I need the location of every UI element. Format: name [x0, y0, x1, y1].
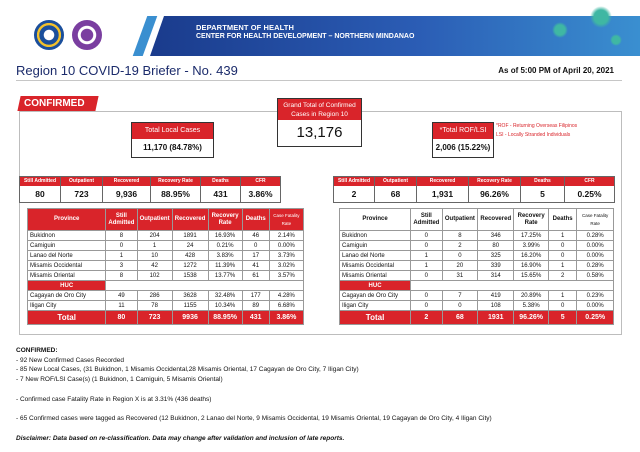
table-cell: 31	[442, 271, 478, 281]
table-cell: 8	[106, 271, 137, 281]
confirmed-tag-label: CONFIRMED	[24, 98, 85, 109]
row-label: Cagayan de Oro City	[340, 291, 411, 301]
grand-total-value: 13,176	[296, 124, 343, 141]
table-row	[28, 291, 304, 301]
table-row	[340, 251, 614, 261]
table-cell: 80	[106, 311, 137, 325]
column-header: Deaths	[242, 209, 269, 231]
note-line: - 85 New Local Cases, (31 Bukidnon, 1 Misamis Occidental,28 Misamis Oriental, 17 Cagayan de Oro City, 7 Iligan City)	[16, 366, 359, 374]
as-of-timestamp: As of 5:00 PM of April 20, 2021	[498, 66, 614, 75]
header-banner	[0, 0, 640, 58]
row-label: Misamis Oriental	[340, 271, 411, 281]
table-cell: 3.73%	[269, 251, 303, 261]
stat-value: 96.26%	[480, 189, 509, 199]
table-cell: 0	[106, 241, 137, 251]
note-line	[16, 404, 492, 414]
table-cell: 1	[548, 291, 576, 301]
row-label: Camiguin	[340, 241, 411, 251]
column-header-label: Case Fatality Rate	[273, 212, 300, 226]
table-cell: 13.77%	[208, 271, 242, 281]
table-cell: 0	[411, 301, 442, 311]
stat-cell	[241, 176, 281, 203]
column-header: Province	[28, 209, 106, 231]
table-cell: 0.00%	[577, 251, 614, 261]
virus-icon	[552, 22, 568, 38]
table-cell: 88.95%	[208, 311, 242, 325]
table-cell: 0	[442, 301, 478, 311]
stat-label: CFR	[241, 177, 280, 186]
table-cell: 15.65%	[514, 271, 549, 281]
column-header: Recovered	[172, 209, 208, 231]
stat-value: 68	[390, 189, 401, 199]
table-cell: 1	[411, 261, 442, 271]
table-cell: 2	[411, 311, 442, 325]
local-summary-strip	[19, 176, 281, 203]
virus-icon	[590, 6, 612, 28]
table-row	[340, 301, 614, 311]
stat-value: 88.95%	[161, 189, 190, 199]
table-cell: 16.93%	[208, 231, 242, 241]
stat-value: 3.86%	[248, 189, 273, 199]
stat-value: 5	[540, 189, 545, 199]
rof-lsi-box	[432, 122, 494, 158]
table-row	[340, 231, 614, 241]
table-cell: 346	[478, 231, 514, 241]
table-row	[340, 291, 614, 301]
notes-heading: CONFIRMED:	[16, 347, 58, 354]
stat-label: Still Admitted	[20, 177, 60, 186]
huc-filler	[411, 281, 614, 291]
table-row	[28, 261, 304, 271]
table-cell: 0.00%	[269, 241, 303, 251]
table-cell: 3.99%	[514, 241, 549, 251]
rof-lsi-table	[339, 208, 614, 325]
stat-cell	[375, 176, 417, 203]
column-header: Province	[340, 209, 411, 231]
table-cell: 10	[137, 251, 172, 261]
table-cell: 16.20%	[514, 251, 549, 261]
stat-value: 723	[74, 189, 89, 199]
note-line: - 92 New Confirmed Cases Recorded	[16, 356, 125, 364]
table-cell: 0.58%	[577, 271, 614, 281]
row-label: Camiguin	[28, 241, 106, 251]
row-label: Cagayan de Oro City	[28, 291, 106, 301]
huc-label: HUC	[340, 281, 411, 291]
rof-note-line: LSI - Locally Stranded Individuals	[496, 132, 571, 138]
rof-lsi-label: *Total ROF/LSI	[433, 123, 493, 139]
table-cell: 1931	[478, 311, 514, 325]
table-cell: 80	[478, 241, 514, 251]
stat-label: Recovered	[417, 177, 468, 186]
table-cell: 177	[242, 291, 269, 301]
table-cell: 0	[242, 241, 269, 251]
huc-divider-row	[340, 281, 614, 291]
table-cell: 204	[137, 231, 172, 241]
stat-value: 1,931	[431, 189, 454, 199]
table-cell: 5.38%	[514, 301, 549, 311]
stat-cell	[151, 176, 201, 203]
stat-cell	[333, 176, 375, 203]
row-label: Total	[340, 311, 411, 325]
table-cell: 0.28%	[577, 261, 614, 271]
table-cell: 0	[411, 291, 442, 301]
table-cell: 1155	[172, 301, 208, 311]
table-cell: 0	[548, 301, 576, 311]
table-cell: 0	[548, 251, 576, 261]
stat-label: Deaths	[521, 177, 564, 186]
table-cell: 11	[106, 301, 137, 311]
rof-summary-strip	[333, 176, 615, 203]
table-cell: 49	[106, 291, 137, 301]
huc-filler	[106, 281, 304, 291]
column-header: Outpatient	[137, 209, 172, 231]
table-cell: 1891	[172, 231, 208, 241]
row-label: Iligan City	[340, 301, 411, 311]
table-cell: 3	[106, 261, 137, 271]
table-cell: 8	[442, 231, 478, 241]
row-label: Iligan City	[28, 301, 106, 311]
table-cell: 46	[242, 231, 269, 241]
table-row	[28, 301, 304, 311]
table-cell: 42	[137, 261, 172, 271]
table-cell: 24	[172, 241, 208, 251]
table-row	[340, 271, 614, 281]
stat-value: 2	[351, 189, 357, 199]
row-label: Bukidnon	[28, 231, 106, 241]
stat-label: Recovered	[103, 177, 150, 186]
table-cell: 0.00%	[577, 241, 614, 251]
stat-label: Deaths	[201, 177, 240, 186]
table-cell: 3.02%	[269, 261, 303, 271]
local-cases-value: 11,170 (84.78%)	[143, 143, 202, 152]
stat-label: Still Admitted	[334, 177, 374, 186]
center-name: CENTER FOR HEALTH DEVELOPMENT – NORTHERN MINDANAO	[196, 33, 415, 40]
confirmed-tag	[17, 96, 98, 111]
grand-total-label: Grand Total of Confirmed Cases in Region 10	[278, 99, 361, 120]
table-cell: 61	[242, 271, 269, 281]
stat-label: Outpatient	[375, 177, 416, 186]
table-cell: 32.48%	[208, 291, 242, 301]
table-row	[28, 251, 304, 261]
table-cell: 7	[442, 291, 478, 301]
column-header: Deaths	[548, 209, 576, 231]
table-row	[340, 241, 614, 251]
table-cell: 3628	[172, 291, 208, 301]
department-name: DEPARTMENT OF HEALTH	[196, 23, 294, 32]
row-label: Bukidnon	[340, 231, 411, 241]
table-cell: 0	[411, 271, 442, 281]
huc-divider-row	[28, 281, 304, 291]
table-cell: 325	[478, 251, 514, 261]
stat-cell	[469, 176, 521, 203]
table-cell: 0.21%	[208, 241, 242, 251]
table-cell: 1538	[172, 271, 208, 281]
table-cell: 1	[548, 261, 576, 271]
rof-note-line: *ROF - Returning Overseas Filipinos	[496, 123, 578, 129]
stat-cell	[103, 176, 151, 203]
table-cell: 17	[242, 251, 269, 261]
row-label: Lanao del Norte	[28, 251, 106, 261]
table-cell: 1	[137, 241, 172, 251]
table-cell: 723	[137, 311, 172, 325]
table-cell: 108	[478, 301, 514, 311]
table-cell: 0	[548, 241, 576, 251]
note-line: - 7 New ROF/LSI Case(s) (1 Bukidnon, 1 Camiguin, 5 Misamis Oriental)	[16, 376, 223, 384]
chd-seal-logo	[72, 20, 102, 50]
table-cell: 314	[478, 271, 514, 281]
total-row	[28, 311, 304, 325]
table-row	[28, 241, 304, 251]
stat-label: Recovery Rate	[469, 177, 520, 186]
stat-value: 80	[35, 189, 45, 199]
column-header: Recovery Rate	[514, 209, 549, 231]
table-cell: 89	[242, 301, 269, 311]
table-cell: 20	[442, 261, 478, 271]
table-cell: 431	[242, 311, 269, 325]
table-cell: 17.25%	[514, 231, 549, 241]
table-cell: 3.86%	[269, 311, 303, 325]
column-header	[269, 209, 303, 231]
column-header	[577, 209, 614, 231]
table-cell: 0.28%	[577, 231, 614, 241]
virus-icon	[610, 34, 622, 46]
table-header-row	[28, 209, 304, 231]
local-cases-label: Total Local Cases	[132, 123, 213, 139]
stat-cell	[19, 176, 61, 203]
stat-cell	[201, 176, 241, 203]
table-cell: 0.23%	[577, 291, 614, 301]
stat-value: 9,936	[115, 189, 138, 199]
local-cases-box	[131, 122, 214, 158]
table-cell: 2	[548, 271, 576, 281]
doh-seal-logo	[34, 20, 64, 50]
divider	[16, 80, 622, 81]
table-cell: 6.68%	[269, 301, 303, 311]
table-cell: 339	[478, 261, 514, 271]
row-label: Misamis Occidental	[340, 261, 411, 271]
table-cell: 10.34%	[208, 301, 242, 311]
table-cell: 2.14%	[269, 231, 303, 241]
stat-cell	[521, 176, 565, 203]
table-cell: 419	[478, 291, 514, 301]
column-header: Still Admitted	[411, 209, 442, 231]
table-cell: 0	[411, 231, 442, 241]
column-header: Recovery Rate	[208, 209, 242, 231]
table-cell: 286	[137, 291, 172, 301]
table-cell: 0.25%	[577, 311, 614, 325]
page-title: Region 10 COVID-19 Briefer - No. 439	[16, 63, 238, 78]
table-cell: 1272	[172, 261, 208, 271]
rof-notes	[496, 122, 577, 140]
table-row	[28, 231, 304, 241]
column-header-label: Case Fatality Rate	[582, 212, 609, 226]
stat-label: Recovery Rate	[151, 177, 200, 186]
table-cell: 1	[548, 231, 576, 241]
table-header-row	[340, 209, 614, 231]
table-cell: 1	[411, 251, 442, 261]
note-line	[16, 385, 492, 395]
stat-value: 431	[213, 189, 228, 199]
table-cell: 11.39%	[208, 261, 242, 271]
table-cell: 0	[442, 251, 478, 261]
notes-section	[16, 346, 492, 424]
table-cell: 41	[242, 261, 269, 271]
stat-value: 0.25%	[577, 189, 602, 199]
table-row	[28, 271, 304, 281]
column-header: Outpatient	[442, 209, 478, 231]
column-header: Still Admitted	[106, 209, 137, 231]
table-cell: 4.28%	[269, 291, 303, 301]
column-header: Recovered	[478, 209, 514, 231]
table-cell: 1	[106, 251, 137, 261]
table-cell: 96.26%	[514, 311, 549, 325]
stat-cell	[565, 176, 615, 203]
table-cell: 5	[548, 311, 576, 325]
table-cell: 16.90%	[514, 261, 549, 271]
stat-label: CFR	[565, 177, 614, 186]
huc-label: HUC	[28, 281, 106, 291]
table-cell: 2	[442, 241, 478, 251]
table-cell: 68	[442, 311, 478, 325]
table-cell: 0.00%	[577, 301, 614, 311]
table-cell: 102	[137, 271, 172, 281]
stat-label: Outpatient	[61, 177, 102, 186]
table-cell: 9936	[172, 311, 208, 325]
disclaimer: Disclaimer: Data based on re-classification. Data may change after validation and inclusion of late reports.	[16, 435, 345, 442]
table-cell: 428	[172, 251, 208, 261]
table-cell: 3.83%	[208, 251, 242, 261]
note-line: - Confirmed case Fatality Rate in Region X is at 3.31% (436 deaths)	[16, 395, 212, 403]
row-label: Lanao del Norte	[340, 251, 411, 261]
table-cell: 8	[106, 231, 137, 241]
table-cell: 3.57%	[269, 271, 303, 281]
table-cell: 0	[411, 241, 442, 251]
total-row	[340, 311, 614, 325]
table-cell: 20.89%	[514, 291, 549, 301]
row-label: Misamis Oriental	[28, 271, 106, 281]
stat-cell	[61, 176, 103, 203]
stat-cell	[417, 176, 469, 203]
table-cell: 78	[137, 301, 172, 311]
row-label: Misamis Occidental	[28, 261, 106, 271]
note-line: - 65 Confirmed cases were tagged as Recovered (12 Bukidnon, 2 Lanao del Norte, 9 Misamis Occidental, 19 Misamis Oriental, 19 Cagayan de Oro City, 4 Iligan City)	[16, 414, 492, 422]
rof-lsi-value: 2,006 (15.22%)	[435, 143, 491, 152]
table-row	[340, 261, 614, 271]
row-label: Total	[28, 311, 106, 325]
local-cases-table	[27, 208, 304, 325]
grand-total-box	[277, 98, 362, 147]
